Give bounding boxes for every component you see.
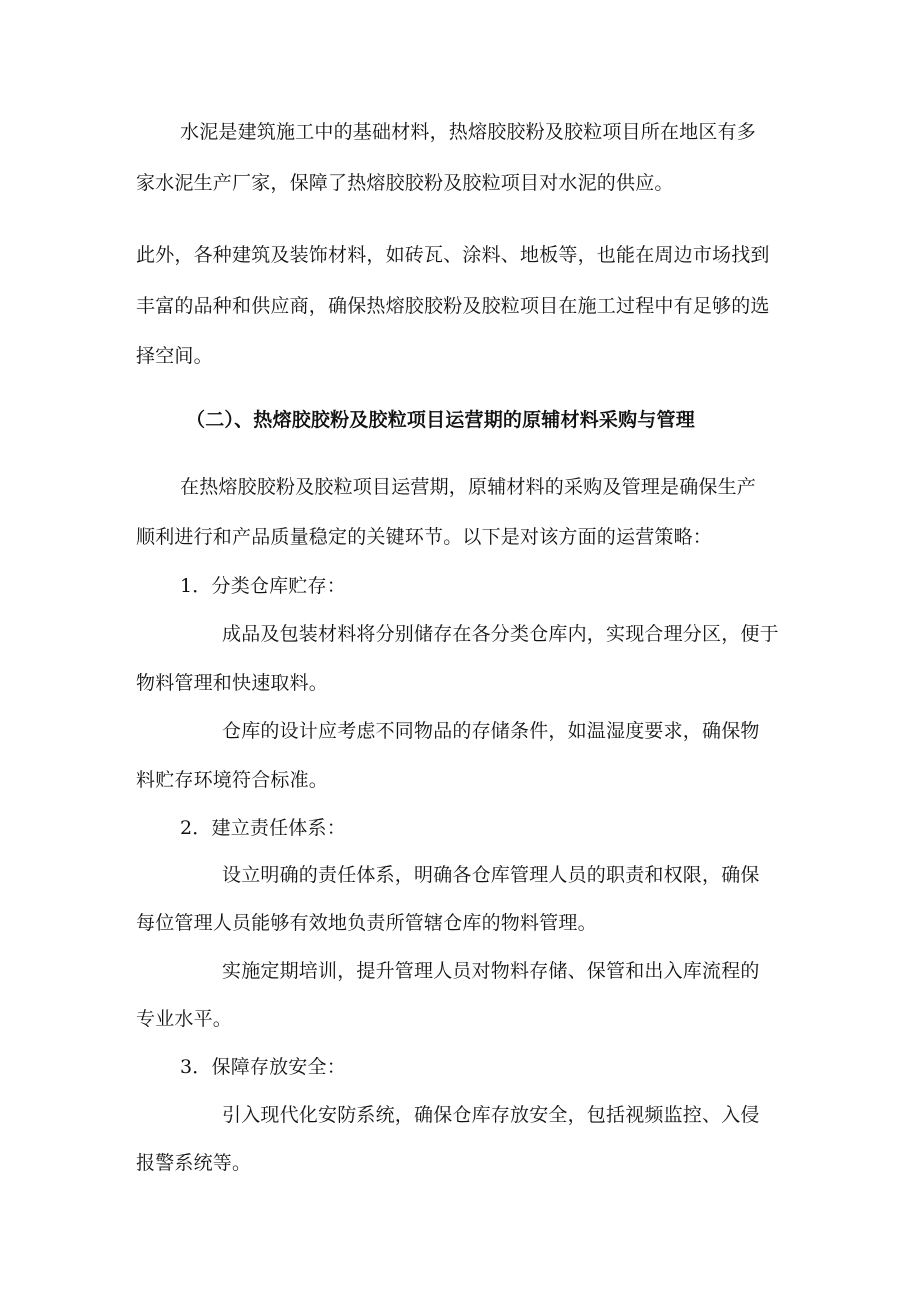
item-3-para-a-line-2: 报警系统等。 <box>136 1152 252 1174</box>
paragraph-2-line-3: 择空间。 <box>136 345 213 367</box>
item-1-para-b-line-2: 料贮存环境符合标准。 <box>136 769 329 791</box>
item-1-title: 1．分类仓库贮存： <box>180 575 346 597</box>
paragraph-1-line-2: 家水泥生产厂家，保障了热熔胶胶粉及胶粒项目对水泥的供应。 <box>136 172 674 194</box>
item-2-para-b-line-2: 专业水平。 <box>136 1008 233 1030</box>
item-1-para-a-line-1: 成品及包装材料将分别储存在各分类仓库内，实现合理分区，便于 <box>222 623 779 645</box>
paragraph-1-line-1: 水泥是建筑施工中的基础材料，热熔胶胶粉及胶粒项目所在地区有多 <box>180 121 757 143</box>
item-2-para-b-line-1: 实施定期培训，提升管理人员对物料存储、保管和出入库流程的 <box>222 960 760 982</box>
item-1-para-b-line-1: 仓库的设计应考虑不同物品的存储条件，如温湿度要求，确保物 <box>222 720 760 742</box>
item-2-para-a-line-1: 设立明确的责任体系，明确各仓库管理人员的职责和权限，确保 <box>222 864 760 886</box>
item-1-para-a-line-2: 物料管理和快速取料。 <box>136 672 329 694</box>
item-3-title: 3．保障存放安全： <box>180 1056 346 1078</box>
section-heading: （二）、热熔胶胶粉及胶粒项目运营期的原辅材料采购与管理 <box>186 409 695 431</box>
item-3-para-a-line-1: 引入现代化安防系统，确保仓库存放安全，包括视频监控、入侵 <box>222 1104 760 1126</box>
item-2-title: 2．建立责任体系： <box>180 817 346 839</box>
paragraph-2-line-2: 丰富的品种和供应商，确保热熔胶胶粉及胶粒项目在施工过程中有足够的选 <box>136 295 770 317</box>
paragraph-3-line-2: 顺利进行和产品质量稳定的关键环节。以下是对该方面的运营策略： <box>136 526 713 548</box>
item-2-para-a-line-2: 每位管理人员能够有效地负责所管辖仓库的物料管理。 <box>136 912 597 934</box>
paragraph-2-line-1: 此外，各种建筑及装饰材料，如砖瓦、涂料、地板等，也能在周边市场找到 <box>136 244 770 266</box>
paragraph-3-line-1: 在热熔胶胶粉及胶粒项目运营期，原辅材料的采购及管理是确保生产 <box>180 476 757 498</box>
